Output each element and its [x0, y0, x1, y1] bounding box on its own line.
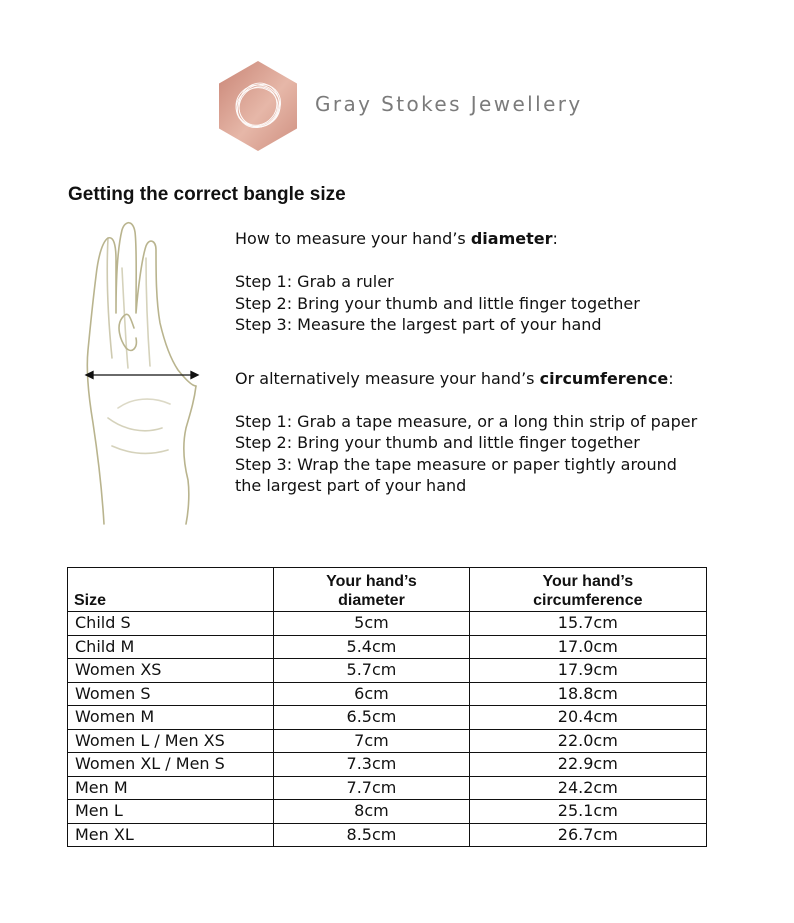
size-cell: Child M	[68, 635, 274, 659]
size-cell: Women XL / Men S	[68, 753, 274, 777]
diameter-step-1: Step 1: Grab a ruler	[235, 272, 394, 291]
diameter-cell: 6cm	[274, 682, 469, 706]
diameter-cell: 6.5cm	[274, 706, 469, 730]
circumference-cell: 24.2cm	[469, 776, 706, 800]
circumference-intro: Or alternatively measure your hand’s circumference:	[235, 368, 674, 388]
diameter-cell: 7.3cm	[274, 753, 469, 777]
table-row	[68, 800, 707, 824]
brand-logo	[218, 60, 598, 152]
circumference-step-2: Step 2: Bring your thumb and little finger together	[235, 433, 640, 452]
thumb-outline	[184, 386, 196, 524]
diameter-step-3: Step 3: Measure the largest part of your hand	[235, 315, 602, 334]
measuring-instructions	[235, 228, 775, 497]
size-cell: Women L / Men XS	[68, 729, 274, 753]
circumference-cell: 17.0cm	[469, 635, 706, 659]
hand-outline	[87, 223, 196, 524]
table-row	[68, 753, 707, 777]
size-cell: Men XL	[68, 823, 274, 847]
table-row	[68, 659, 707, 683]
circumference-cell: 22.0cm	[469, 729, 706, 753]
header-circumference: Your hand’s circumference	[469, 568, 706, 612]
table-row	[68, 729, 707, 753]
size-cell: Women S	[68, 682, 274, 706]
circumference-cell: 26.7cm	[469, 823, 706, 847]
diameter-arrow	[86, 372, 198, 379]
diameter-cell: 7cm	[274, 729, 469, 753]
circumference-cell: 15.7cm	[469, 612, 706, 636]
size-cell: Men L	[68, 800, 274, 824]
circumference-step-1: Step 1: Grab a tape measure, or a long thin strip of paper	[235, 411, 698, 431]
circumference-cell: 25.1cm	[469, 800, 706, 824]
size-cell: Women XS	[68, 659, 274, 683]
table-row	[68, 682, 707, 706]
hand-measurement-illustration	[78, 218, 208, 528]
size-cell: Men M	[68, 776, 274, 800]
circumference-cell: 22.9cm	[469, 753, 706, 777]
header-size: Size	[68, 568, 274, 612]
page-title: Getting the correct bangle size	[68, 184, 346, 205]
bangle-size-table	[67, 567, 707, 847]
size-cell: Women M	[68, 706, 274, 730]
table-row	[68, 635, 707, 659]
table-row	[68, 776, 707, 800]
hexagon-rings-logo-icon	[218, 60, 298, 152]
circumference-cell: 18.8cm	[469, 682, 706, 706]
diameter-cell: 5.4cm	[274, 635, 469, 659]
diameter-step-2: Step 2: Bring your thumb and little finger together	[235, 293, 640, 313]
diameter-cell: 8.5cm	[274, 823, 469, 847]
table-header-row	[68, 568, 707, 612]
diameter-cell: 8cm	[274, 800, 469, 824]
brand-name: Gray Stokes Jewellery	[315, 92, 583, 116]
size-cell: Child S	[68, 612, 274, 636]
table-row	[68, 706, 707, 730]
table-row	[68, 612, 707, 636]
table-row	[68, 823, 707, 847]
diameter-cell: 5.7cm	[274, 659, 469, 683]
header-diameter: Your hand’s diameter	[274, 568, 469, 612]
circumference-step-3: Step 3: Wrap the tape measure or paper tightly around	[235, 454, 677, 474]
diameter-cell: 7.7cm	[274, 776, 469, 800]
circumference-step-3-continued: the largest part of your hand	[235, 476, 467, 495]
diameter-cell: 5cm	[274, 612, 469, 636]
circumference-cell: 17.9cm	[469, 659, 706, 683]
thumb-fold	[119, 314, 136, 350]
diameter-intro: How to measure your hand’s diameter:	[235, 229, 558, 248]
circumference-cell: 20.4cm	[469, 706, 706, 730]
